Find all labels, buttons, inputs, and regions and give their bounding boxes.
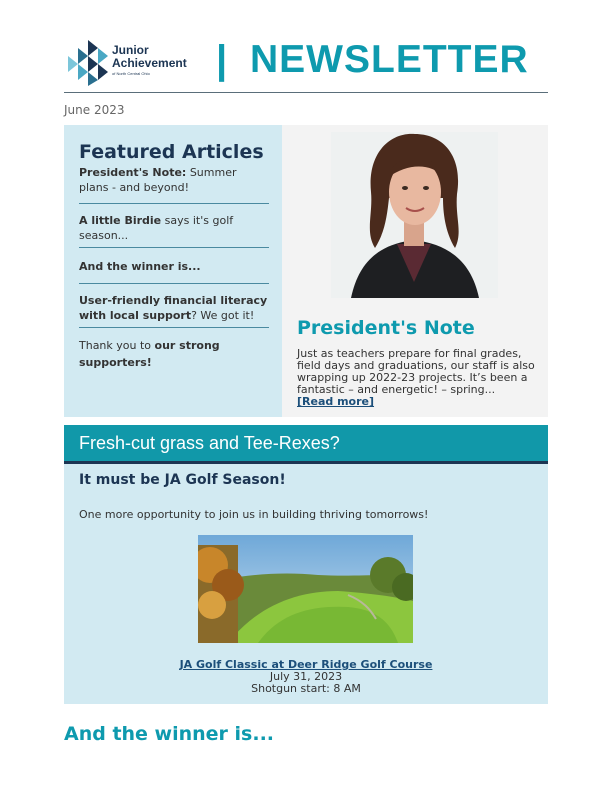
featured-item-bold: our strong supporters! — [79, 339, 220, 369]
logo-line-2: Achievement — [112, 56, 187, 70]
featured-item-text: ? We got it! — [191, 309, 255, 322]
featured-item-text: Thank you to — [79, 339, 155, 352]
featured-divider — [79, 247, 269, 248]
golf-section-panel — [64, 464, 548, 704]
featured-divider — [79, 283, 269, 284]
newsletter-title: NEWSLETTER — [250, 38, 529, 81]
featured-link-birdie[interactable] — [79, 213, 269, 243]
logo-line-1: Junior — [112, 43, 149, 57]
golf-event-link[interactable]: JA Golf Classic at Deer Ridge Golf Course — [179, 658, 433, 671]
featured-item-text: Summer plans - and beyond! — [79, 166, 237, 194]
featured-item-text: says it's golf season... — [79, 214, 234, 242]
winner-heading: And the winner is... — [64, 723, 275, 745]
golf-section-title: Fresh-cut grass and Tee-Rexes? — [79, 433, 340, 453]
ja-logo-icon — [68, 38, 108, 86]
presidents-note-text: Just as teachers prepare for final grades, field days and graduations, our staff is also wrapping up 2022-23 projects. It’s been a fantastic – and energetic! – spring... — [297, 347, 535, 396]
golf-subtitle: It must be JA Golf Season! — [79, 472, 286, 488]
featured-heading: Featured Articles — [79, 141, 264, 163]
presidents-note-heading: President's Note — [297, 317, 475, 339]
featured-item-bold: User-friendly financial literacy with local support — [79, 294, 268, 322]
golf-event-date: July 31, 2023 — [269, 670, 343, 683]
presidents-note-panel — [282, 125, 548, 417]
president-portrait-photo — [331, 132, 498, 298]
golf-course-photo — [198, 535, 413, 643]
title-separator: | — [216, 38, 228, 82]
newsletter-header — [64, 36, 548, 90]
featured-item-bold: A little Birdie — [79, 214, 162, 227]
featured-link-winner[interactable] — [79, 259, 269, 274]
featured-link-presidents-note[interactable] — [79, 165, 269, 195]
featured-divider — [79, 203, 269, 204]
presidents-note-body — [297, 348, 537, 408]
featured-link-financial-literacy[interactable] — [79, 293, 269, 323]
junior-achievement-logo[interactable] — [68, 38, 218, 88]
featured-link-supporters[interactable] — [79, 337, 269, 371]
featured-divider — [79, 327, 269, 328]
golf-section-bar — [64, 425, 548, 461]
read-more-link[interactable]: [Read more] — [297, 395, 375, 408]
featured-articles-panel — [64, 125, 282, 417]
header-rule — [64, 92, 548, 93]
issue-date: June 2023 — [64, 103, 125, 117]
featured-item-bold: And the winner is... — [79, 260, 201, 273]
logo-wordmark — [112, 44, 187, 78]
logo-line-3: of North Central Ohio — [112, 71, 150, 76]
golf-event-start: Shotgun start: 8 AM — [251, 682, 361, 695]
featured-item-bold: President's Note: — [79, 166, 187, 179]
golf-intro-text: One more opportunity to join us in building thriving tomorrows! — [79, 508, 429, 521]
